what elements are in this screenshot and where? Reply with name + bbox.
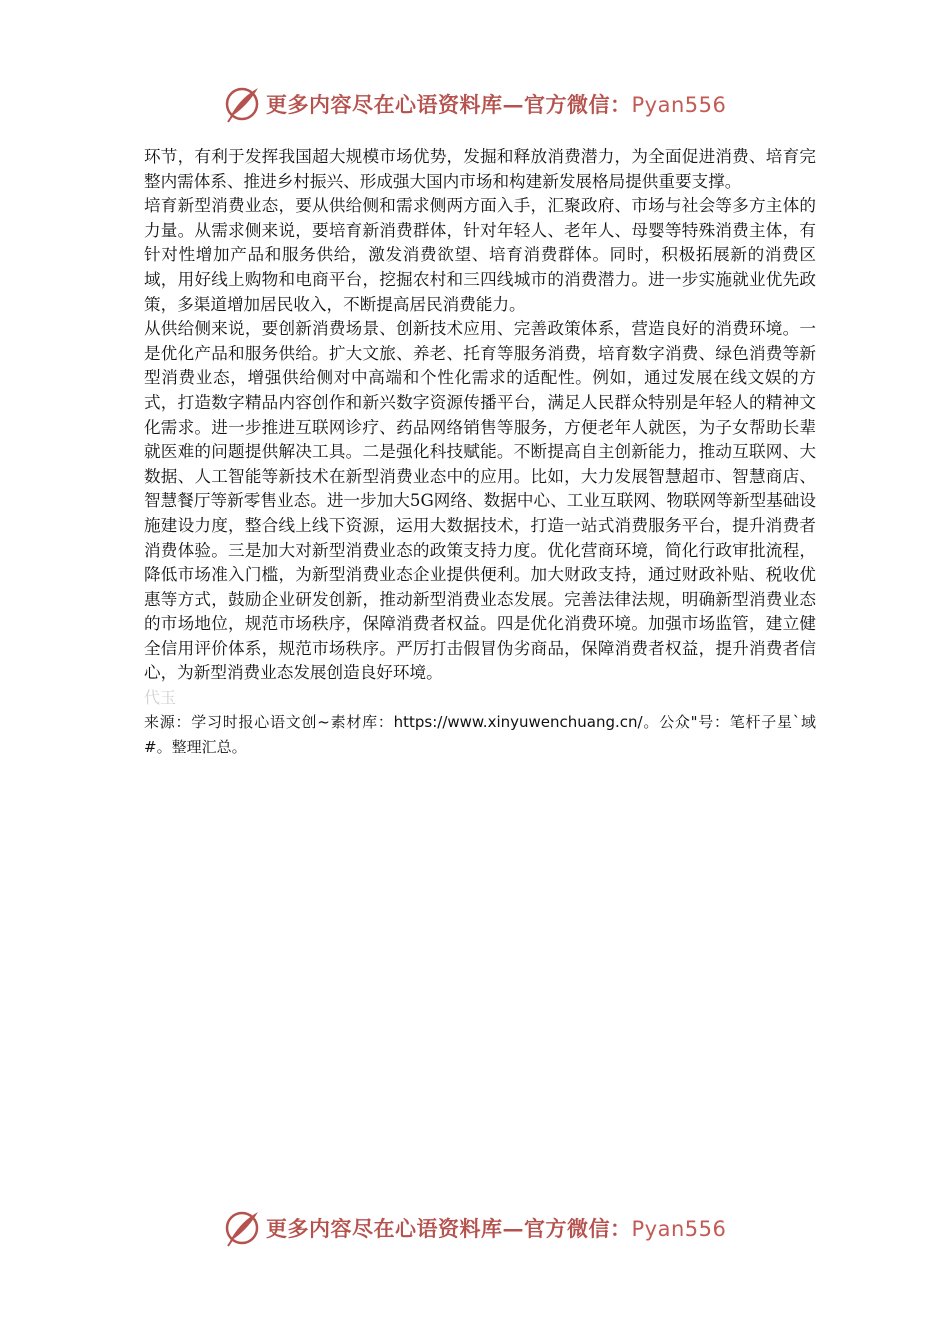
banner-channel: 官方微信： bbox=[524, 92, 632, 117]
banner-channel: 官方微信： bbox=[524, 1216, 632, 1241]
paragraph-2: 培育新型消费业态，要从供给侧和需求侧两方面入手，汇聚政府、市场与社会等多方主体的力量。从需求侧来说，要培育新消费群体，针对年轻人、老年人、母婴等特殊消费主体，有针对性增加产品和服务供给，激发消费欲望、培育消费群体。同时，积极拓展新的消费区域，用好线上购物和电商平台，挖掘农村和三四线城市的消费潜力。进一步实施就业优先政策，多渠道增加居民收入，不断提高居民消费能力。 bbox=[144, 196, 816, 314]
banner-dash: — bbox=[502, 1216, 524, 1241]
faded-text: 代玉 bbox=[144, 688, 177, 708]
banner-dash: — bbox=[502, 92, 524, 117]
header-banner bbox=[222, 82, 727, 126]
banner-main: 更多内容尽在心语资料库 bbox=[266, 92, 503, 117]
banner-main: 更多内容尽在心语资料库 bbox=[266, 1216, 503, 1241]
source-line: 来源：学习时报心语文创~素材库：https://www.xinyuwenchuang.cn/。公众"号：笔杆子星`域#。整理汇总。 bbox=[144, 713, 816, 757]
article-body bbox=[144, 145, 816, 760]
quill-pen-logo-icon bbox=[222, 84, 262, 124]
banner-wechat-id: Pyan556 bbox=[631, 1217, 727, 1241]
quill-pen-logo-icon bbox=[222, 1208, 262, 1248]
paragraph-3: 从供给侧来说，要创新消费场景、创新技术应用、完善政策体系，营造良好的消费环境。一是优化产品和服务供给。扩大文旅、养老、托育等服务消费，培育数字消费、绿色消费等新型消费业态，增强供给侧对中高端和个性化需求的适配性。例如，通过发展在线文娱的方式，打造数字精品内容创作和新兴数字资源传播平台，满足人民群众特别是年轻人的精神文化需求。进一步推进互联网诊疗、药品网络销售等服务，方便老年人就医，为子女帮助长辈就医难的问题提供解决工具。二是强化科技赋能。不断提高自主创新能力，推动互联网、大数据、人工智能等新技术在新型消费业态中的应用。比如，大力发展智慧超市、智慧商店、智慧餐厅等新零售业态。进一步加大5G网络、数据中心、工业互联网、物联网等新型基础设施建设力度，整合线上线下资源，运用大数据技术，打造一站式消费服务平台，提升消费者消费体验。三是加大对新型消费业态的政策支持力度。优化营商环境，简化行政审批流程，降低市场准入门槛，为新型消费业态企业提供便利。加大财政支持，通过财政补贴、税收优惠等方式，鼓励企业研发创新，推动新型消费业态发展。完善法律法规，明确新型消费业态的市场地位，规范市场秩序，保障消费者权益。四是优化消费环境。加强市场监管，建立健全信用评价体系，规范市场秩序。严厉打击假冒伪劣商品，保障消费者权益，提升消费者信心，为新型消费业态发展创造良好环境。 bbox=[144, 319, 816, 683]
banner-wechat-id: Pyan556 bbox=[631, 93, 727, 117]
footer-banner bbox=[222, 1206, 727, 1250]
banner-text bbox=[266, 89, 726, 119]
paragraph-1: 环节，有利于发挥我国超大规模市场优势，发掘和释放消费潜力，为全面促进消费、培育完整内需体系、推进乡村振兴、形成强大国内市场和构建新发展格局提供重要支撑。 bbox=[144, 147, 816, 191]
banner-text bbox=[266, 1213, 726, 1243]
